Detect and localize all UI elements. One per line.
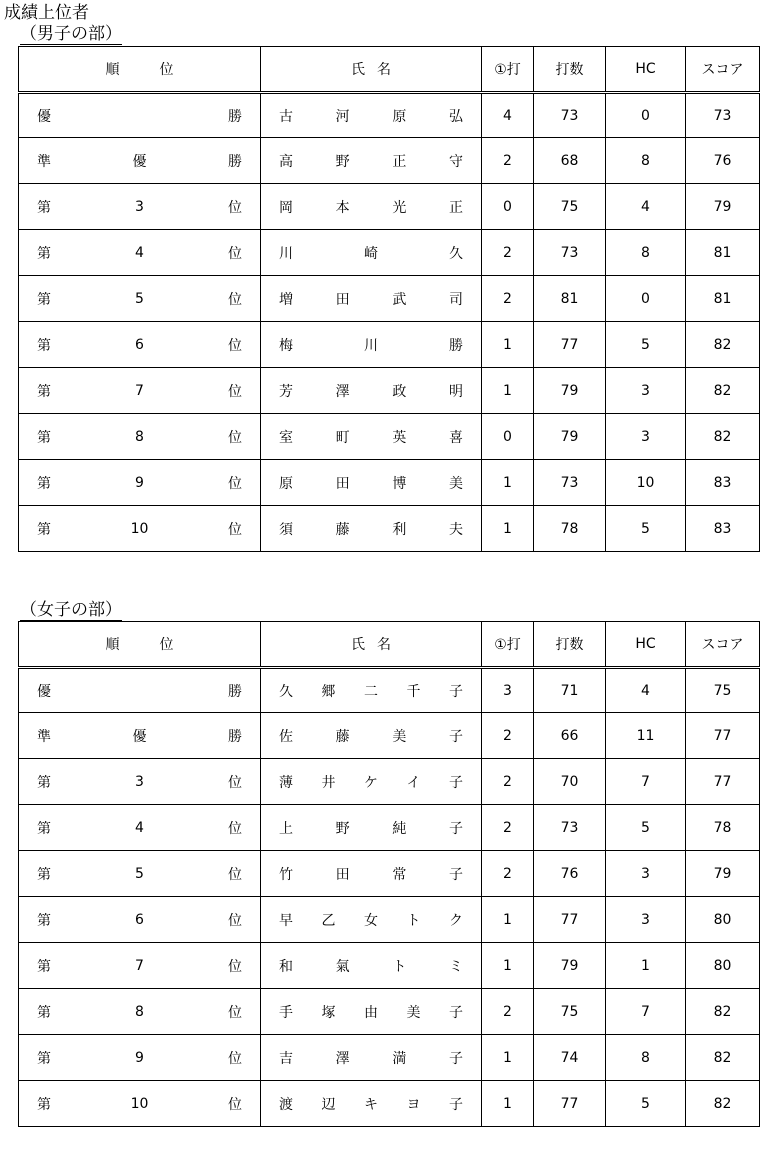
rank-cell: 第 10 位 (19, 506, 261, 552)
name-cell: 薄 井 ケ イ 子 (261, 759, 482, 805)
rank-cell: 第 4 位 (19, 230, 261, 276)
table-header-row (19, 622, 760, 668)
name-cell: 竹 田 常 子 (261, 851, 482, 897)
name-cell: 吉 澤 満 子 (261, 1035, 482, 1081)
strokes-cell: 79 (534, 414, 606, 460)
first-cell: 3 (482, 668, 534, 713)
strokes-cell: 73 (534, 230, 606, 276)
score-cell: 80 (686, 897, 760, 943)
strokes-cell: 75 (534, 184, 606, 230)
first-cell: 0 (482, 414, 534, 460)
score-cell: 82 (686, 414, 760, 460)
name-cell: 高 野 正 守 (261, 138, 482, 184)
score-cell: 82 (686, 368, 760, 414)
name-cell: 芳 澤 政 明 (261, 368, 482, 414)
score-cell: 77 (686, 759, 760, 805)
hc-cell: 11 (606, 713, 686, 759)
name-cell: 岡 本 光 正 (261, 184, 482, 230)
hc-cell: 5 (606, 1081, 686, 1127)
table-row (19, 668, 760, 713)
header-first: ①打 (482, 47, 534, 93)
strokes-cell: 73 (534, 805, 606, 851)
table-row (19, 759, 760, 805)
rank-cell: 第 5 位 (19, 276, 261, 322)
score-cell: 80 (686, 943, 760, 989)
first-cell: 2 (482, 851, 534, 897)
header-rank: 順 位 (19, 47, 261, 93)
table-row (19, 138, 760, 184)
hc-cell: 5 (606, 805, 686, 851)
header-name: 氏 名 (261, 47, 482, 93)
strokes-cell: 75 (534, 989, 606, 1035)
strokes-cell: 70 (534, 759, 606, 805)
first-cell: 0 (482, 184, 534, 230)
table-row (19, 1081, 760, 1127)
first-cell: 1 (482, 506, 534, 552)
name-cell: 久 郷 二 千 子 (261, 668, 482, 713)
header-hc: HC (606, 622, 686, 668)
name-cell: 梅 川 勝 (261, 322, 482, 368)
name-cell: 須 藤 利 夫 (261, 506, 482, 552)
first-cell: 2 (482, 713, 534, 759)
strokes-cell: 79 (534, 368, 606, 414)
table-row (19, 230, 760, 276)
header-strokes: 打数 (534, 622, 606, 668)
header-rank: 順 位 (19, 622, 261, 668)
score-cell: 82 (686, 1035, 760, 1081)
table-header-row (19, 47, 760, 93)
hc-cell: 4 (606, 668, 686, 713)
hc-cell: 1 (606, 943, 686, 989)
men-section-label: （男子の部） (20, 24, 122, 44)
hc-cell: 3 (606, 414, 686, 460)
score-cell: 82 (686, 1081, 760, 1127)
first-cell: 2 (482, 759, 534, 805)
header-name: 氏 名 (261, 622, 482, 668)
score-cell: 82 (686, 989, 760, 1035)
score-cell: 83 (686, 460, 760, 506)
strokes-cell: 77 (534, 322, 606, 368)
first-cell: 2 (482, 276, 534, 322)
name-cell: 川 崎 久 (261, 230, 482, 276)
name-cell: 室 町 英 喜 (261, 414, 482, 460)
table-row (19, 805, 760, 851)
score-cell: 78 (686, 805, 760, 851)
score-cell: 79 (686, 184, 760, 230)
page-title: 成績上位者 (4, 3, 89, 23)
table-row (19, 93, 760, 138)
name-cell: 原 田 博 美 (261, 460, 482, 506)
first-cell: 2 (482, 805, 534, 851)
score-cell: 76 (686, 138, 760, 184)
name-cell: 早 乙 女 ト ク (261, 897, 482, 943)
hc-cell: 3 (606, 897, 686, 943)
strokes-cell: 68 (534, 138, 606, 184)
header-first: ①打 (482, 622, 534, 668)
table-row (19, 322, 760, 368)
name-cell: 和 氣 ト ミ (261, 943, 482, 989)
name-cell: 古 河 原 弘 (261, 93, 482, 138)
table-row (19, 713, 760, 759)
hc-cell: 8 (606, 1035, 686, 1081)
strokes-cell: 76 (534, 851, 606, 897)
women-results-table (18, 621, 760, 1127)
score-cell: 81 (686, 230, 760, 276)
hc-cell: 5 (606, 506, 686, 552)
hc-cell: 8 (606, 138, 686, 184)
name-cell: 上 野 純 子 (261, 805, 482, 851)
score-cell: 73 (686, 93, 760, 138)
rank-cell: 第 8 位 (19, 414, 261, 460)
strokes-cell: 66 (534, 713, 606, 759)
hc-cell: 7 (606, 989, 686, 1035)
rank-cell: 第 6 位 (19, 322, 261, 368)
first-cell: 2 (482, 138, 534, 184)
rank-cell: 準 優 勝 (19, 138, 261, 184)
rank-cell: 第 4 位 (19, 805, 261, 851)
table-row (19, 851, 760, 897)
first-cell: 1 (482, 943, 534, 989)
first-cell: 2 (482, 989, 534, 1035)
table-row (19, 276, 760, 322)
header-score: スコア (686, 622, 760, 668)
hc-cell: 3 (606, 851, 686, 897)
first-cell: 1 (482, 368, 534, 414)
rank-cell: 第 3 位 (19, 184, 261, 230)
rank-cell: 第 6 位 (19, 897, 261, 943)
header-strokes: 打数 (534, 47, 606, 93)
table-row (19, 1035, 760, 1081)
rank-cell: 第 7 位 (19, 943, 261, 989)
table-row (19, 184, 760, 230)
strokes-cell: 73 (534, 93, 606, 138)
rank-cell: 第 8 位 (19, 989, 261, 1035)
rank-cell: 優 勝 (19, 93, 261, 138)
first-cell: 1 (482, 460, 534, 506)
strokes-cell: 81 (534, 276, 606, 322)
hc-cell: 10 (606, 460, 686, 506)
score-cell: 77 (686, 713, 760, 759)
strokes-cell: 71 (534, 668, 606, 713)
name-cell: 手 塚 由 美 子 (261, 989, 482, 1035)
score-cell: 81 (686, 276, 760, 322)
rank-cell: 第 9 位 (19, 1035, 261, 1081)
table-row (19, 897, 760, 943)
table-row (19, 989, 760, 1035)
table-row (19, 460, 760, 506)
hc-cell: 7 (606, 759, 686, 805)
hc-cell: 0 (606, 93, 686, 138)
header-hc: HC (606, 47, 686, 93)
rank-cell: 第 9 位 (19, 460, 261, 506)
men-results-table (18, 46, 760, 552)
rank-cell: 準 優 勝 (19, 713, 261, 759)
first-cell: 1 (482, 897, 534, 943)
first-cell: 4 (482, 93, 534, 138)
hc-cell: 3 (606, 368, 686, 414)
strokes-cell: 78 (534, 506, 606, 552)
rank-cell: 第 5 位 (19, 851, 261, 897)
hc-cell: 5 (606, 322, 686, 368)
table-row (19, 506, 760, 552)
strokes-cell: 74 (534, 1035, 606, 1081)
rank-cell: 第 10 位 (19, 1081, 261, 1127)
score-cell: 83 (686, 506, 760, 552)
table-row (19, 943, 760, 989)
strokes-cell: 73 (534, 460, 606, 506)
score-cell: 75 (686, 668, 760, 713)
hc-cell: 4 (606, 184, 686, 230)
rank-cell: 優 勝 (19, 668, 261, 713)
score-cell: 82 (686, 322, 760, 368)
table-row (19, 368, 760, 414)
first-cell: 1 (482, 322, 534, 368)
strokes-cell: 79 (534, 943, 606, 989)
first-cell: 1 (482, 1081, 534, 1127)
women-section-label: （女子の部） (20, 600, 122, 620)
strokes-cell: 77 (534, 897, 606, 943)
hc-cell: 8 (606, 230, 686, 276)
table-row (19, 414, 760, 460)
score-cell: 79 (686, 851, 760, 897)
rank-cell: 第 7 位 (19, 368, 261, 414)
first-cell: 2 (482, 230, 534, 276)
strokes-cell: 77 (534, 1081, 606, 1127)
header-score: スコア (686, 47, 760, 93)
name-cell: 増 田 武 司 (261, 276, 482, 322)
first-cell: 1 (482, 1035, 534, 1081)
name-cell: 佐 藤 美 子 (261, 713, 482, 759)
hc-cell: 0 (606, 276, 686, 322)
rank-cell: 第 3 位 (19, 759, 261, 805)
name-cell: 渡 辺 キ ヨ 子 (261, 1081, 482, 1127)
